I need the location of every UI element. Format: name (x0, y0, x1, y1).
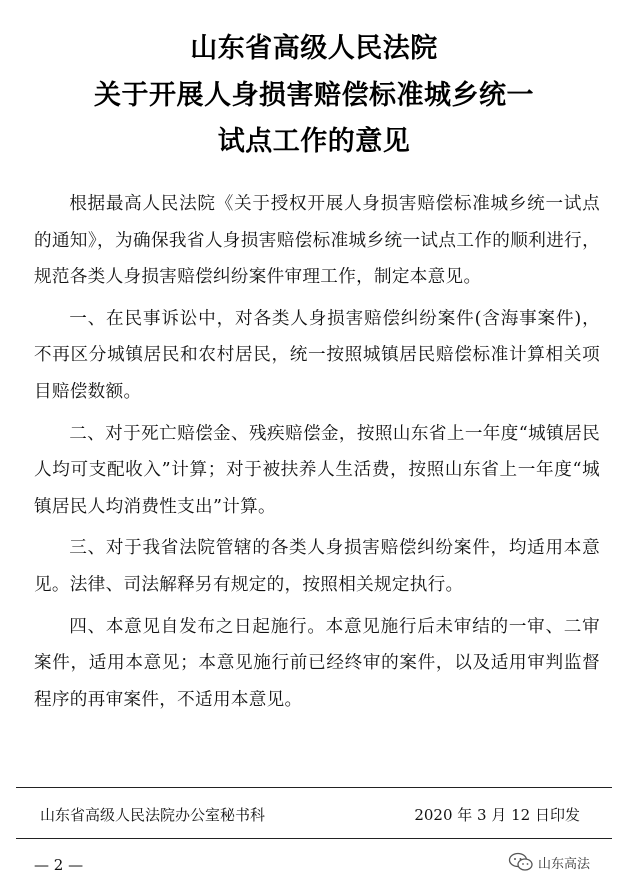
paragraph-article-1: 一、在民事诉讼中，对各类人身损害赔偿纠纷案件(含海事案件)，不再区分城镇居民和农村居民，统一按照城镇居民赔偿标准计算相关项目赔偿数额。 (34, 308, 600, 402)
footer-issuer: 山东省高级人民法院办公室秘书科 (40, 806, 266, 824)
document-title-line-1: 山东省高级人民法院 (190, 33, 438, 64)
watermark-text: 山东高法 (538, 856, 591, 872)
document-body (34, 186, 600, 723)
paragraph-intro: 根据最高人民法院《关于授权开展人身损害赔偿标准城乡统一试点的通知》，为确保我省人身损害赔偿标准城乡统一试点工作的顺利进行，规范各类人身损害赔偿纠纷案件审理工作，制定本意见。 (34, 194, 600, 288)
footer-bottom-rule (16, 838, 612, 839)
footer-top-rule (16, 787, 612, 788)
wechat-icon (508, 852, 534, 872)
paragraph-article-3: 三、对于我省法院管辖的各类人身损害赔偿纠纷案件，均适用本意见。法律、司法解释另有规定的，按照相关规定执行。 (34, 538, 600, 595)
paragraph-article-2: 二、对于死亡赔偿金、残疾赔偿金，按照山东省上一年度“城镇居民人均可支配收入”计算；对于被扶养人生活费，按照山东省上一年度“城镇居民人均消费性支出”计算。 (34, 423, 600, 517)
page-number: — 2 — (34, 856, 84, 874)
paragraph-article-4: 四、本意见自发布之日起施行。本意见施行后未审结的一审、二审案件，适用本意见；本意见施行前已经终审的案件，以及适用审判监督程序的再审案件，不适用本意见。 (34, 616, 600, 710)
document-title-line-3: 试点工作的意见 (217, 126, 411, 157)
footer-date: 2020 年 3 月 12 日印发 (414, 806, 580, 824)
document-title-line-2: 关于开展人身损害赔偿标准城乡统一 (94, 80, 534, 111)
account-watermark (508, 852, 590, 872)
